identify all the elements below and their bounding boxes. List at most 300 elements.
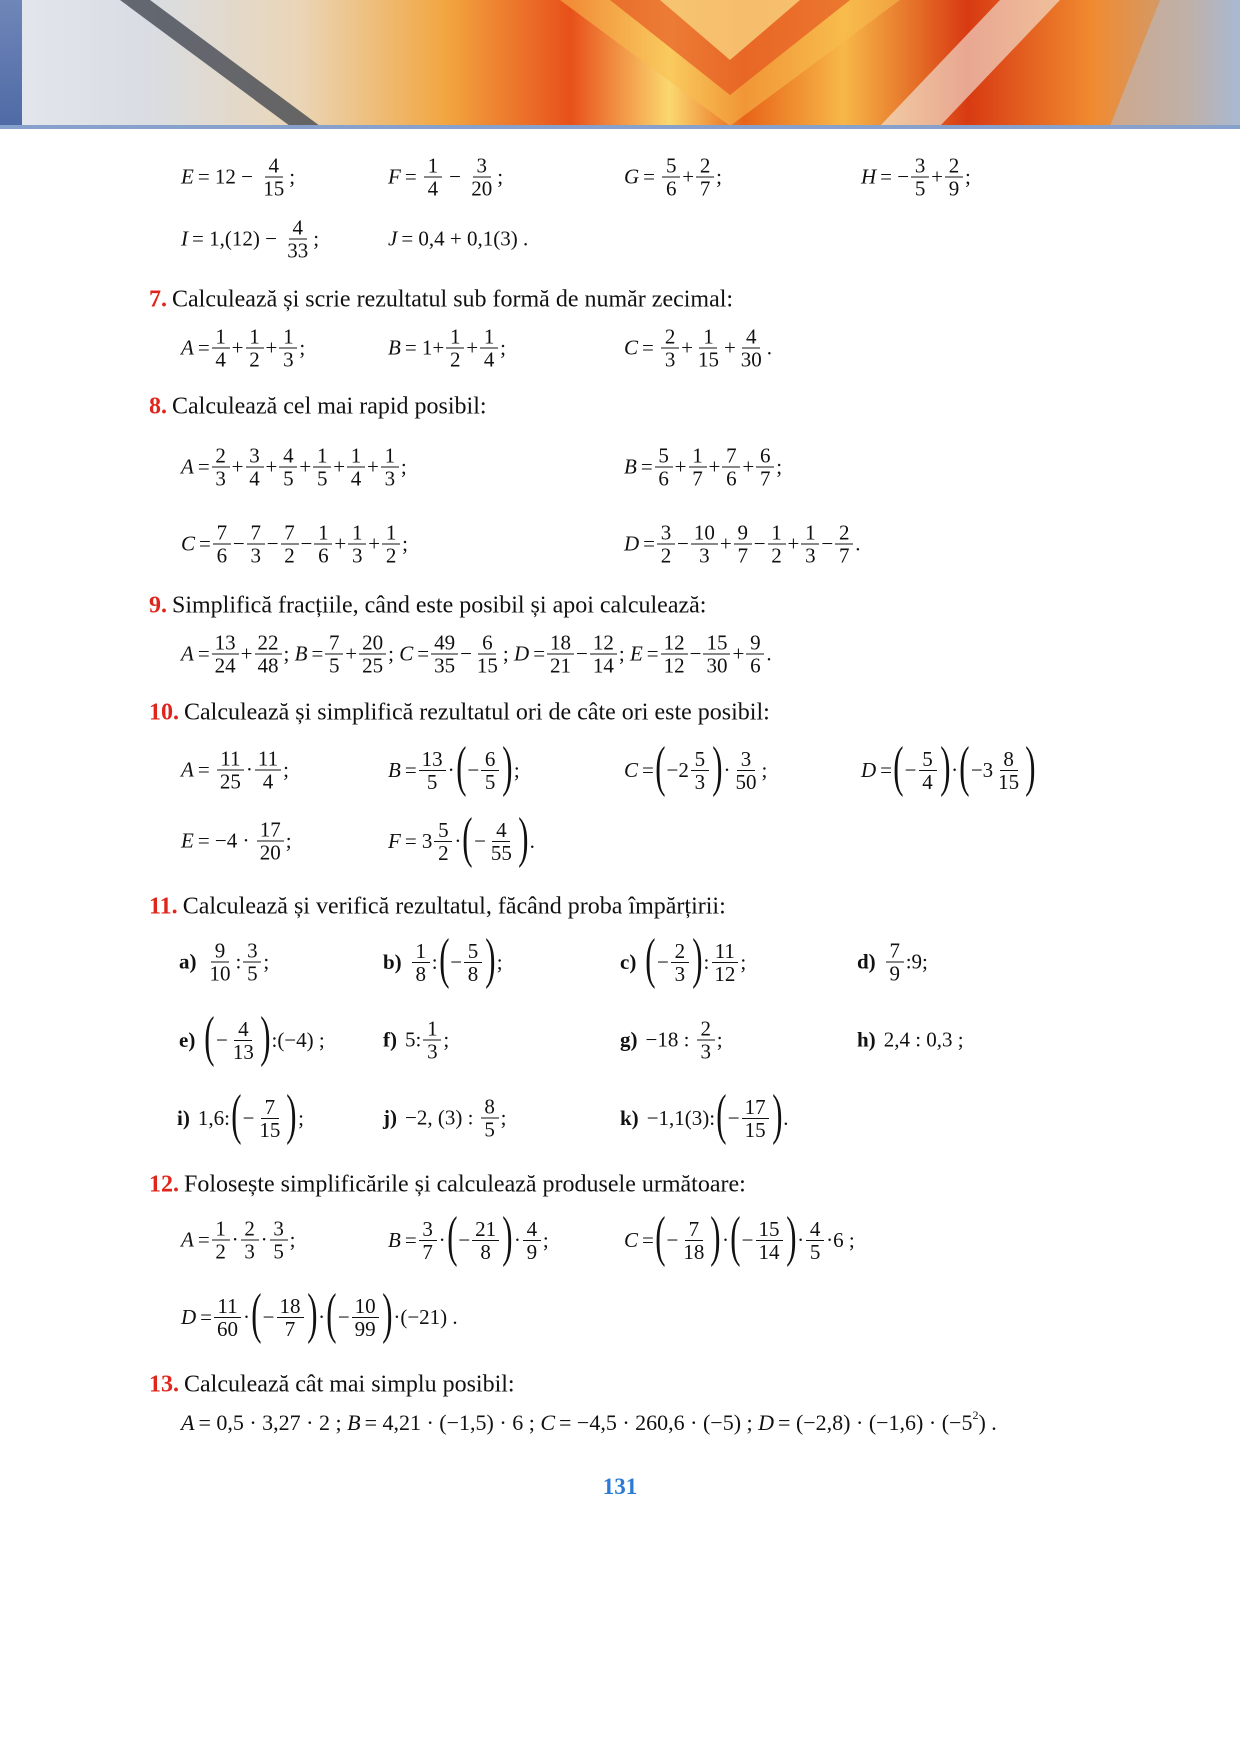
math-text: . [855, 531, 861, 556]
expression [405, 1018, 449, 1063]
denominator: 7 [699, 176, 711, 201]
fraction [382, 522, 400, 567]
fraction [281, 522, 299, 567]
numerator: 1 [480, 326, 498, 349]
page-number: 131 [602, 1474, 638, 1499]
left-paren: ( [730, 1206, 741, 1268]
parenthesized-group [461, 807, 529, 869]
math-text: = [404, 1227, 417, 1252]
expression [198, 445, 407, 490]
banner-divider [0, 125, 1240, 129]
numerator: 20 [359, 632, 386, 655]
denominator: 4 [483, 347, 495, 372]
numerator: 15 [703, 632, 730, 655]
expression [880, 736, 1037, 798]
expression [205, 940, 270, 985]
math-text: · [231, 1227, 239, 1252]
expression-D [181, 1283, 458, 1345]
math-text: . [766, 641, 772, 666]
expression-label: F [388, 164, 401, 189]
fraction [995, 748, 1022, 793]
numerator: 6 [478, 632, 496, 655]
numerator: 11 [217, 748, 243, 771]
expression-label: E [629, 641, 643, 666]
expression [417, 632, 514, 677]
expression [884, 940, 928, 985]
denominator: 4 [350, 466, 362, 491]
fraction [214, 1295, 241, 1340]
expression-label: H [861, 164, 877, 189]
denominator: 2 [215, 1239, 226, 1264]
numerator: 4 [289, 217, 307, 240]
fraction [695, 326, 722, 371]
parenthesized-group [438, 928, 497, 990]
denominator: 6 [658, 466, 669, 491]
item-label: c) [620, 949, 637, 974]
denominator: 7 [759, 466, 771, 491]
numerator: 18 [277, 1295, 304, 1318]
fraction [207, 940, 234, 985]
math-text: = [197, 757, 215, 782]
denominator: 4 [215, 347, 226, 372]
denominator: 7 [422, 1239, 433, 1264]
exercise-7-heading [149, 287, 733, 314]
math-text: = [640, 454, 653, 479]
math-text: = [197, 1227, 210, 1252]
exercise-instruction: Simplifică fracțiile, când este posibil și apoi calculează: [172, 592, 707, 619]
numerator: 3 [737, 748, 755, 771]
item-i [177, 1084, 304, 1146]
math-text: = [197, 335, 210, 360]
right-paren: ) [771, 1084, 783, 1146]
expression-label: B [294, 641, 308, 666]
expression-A [181, 748, 289, 793]
denominator: 50 [735, 769, 757, 794]
expression [643, 155, 722, 200]
math-text: ; [496, 949, 503, 974]
math-text: · [454, 828, 462, 853]
numerator: 15 [756, 1218, 783, 1241]
numerator: 1 [314, 522, 332, 545]
math-text: = −4,5 · 260,6 · (−5) ; [559, 1410, 759, 1435]
fraction [347, 445, 365, 490]
denominator: 14 [758, 1239, 780, 1264]
math-text: = (−2,8) · (−1,6) · (−5 [778, 1410, 973, 1435]
math-text: ; [289, 1227, 296, 1252]
item-h [857, 1028, 964, 1053]
parenthesized-group [958, 736, 1037, 798]
denominator: 6 [750, 653, 761, 678]
numerator: 21 [472, 1218, 499, 1241]
expression-F [388, 155, 503, 200]
right-paren: ) [286, 1084, 297, 1146]
fraction [412, 940, 430, 985]
fraction [835, 522, 853, 567]
math-text: ; [388, 641, 400, 666]
left-paren: ( [455, 736, 467, 798]
expression-C [624, 1206, 855, 1268]
expression [200, 1283, 458, 1345]
fraction [590, 632, 617, 677]
math-text: = [197, 641, 210, 666]
numerator: 9 [211, 940, 229, 963]
fraction [284, 217, 311, 262]
expression [199, 522, 408, 567]
numerator: 18 [547, 632, 574, 655]
expression-label: C [540, 1410, 555, 1435]
expression-label: A [181, 1227, 194, 1252]
expression-E [181, 155, 295, 200]
expression [203, 1006, 325, 1068]
fraction [661, 632, 688, 677]
math-text: · [260, 1227, 268, 1252]
math-text: ; [716, 1027, 723, 1052]
math-text: ; [500, 1105, 507, 1130]
math-text: + [682, 164, 695, 189]
parenthesized-group [644, 928, 703, 990]
left-paren: ( [462, 807, 473, 869]
numerator: 11 [255, 748, 281, 771]
math-text: + [334, 531, 347, 556]
exercise-number: 11. [149, 893, 178, 920]
numerator: 5 [655, 445, 673, 468]
math-text: . [529, 828, 535, 853]
fraction [481, 1096, 499, 1141]
fraction [256, 1096, 283, 1141]
math-text: − [576, 641, 588, 666]
parenthesized-group [325, 1283, 393, 1345]
left-paren: ( [655, 736, 666, 798]
expression-J [388, 227, 528, 252]
item-b [383, 928, 503, 990]
expression-row [181, 1407, 997, 1436]
numerator: 4 [742, 326, 760, 349]
math-text: · [513, 1227, 521, 1252]
right-paren: ) [260, 1006, 271, 1068]
left-paren: ( [893, 736, 904, 798]
math-text: : [431, 949, 438, 974]
numerator: 1 [348, 522, 366, 545]
expression [198, 819, 292, 864]
left-paren: ( [326, 1283, 337, 1345]
right-paren: ) [502, 736, 513, 798]
denominator: 12 [663, 653, 685, 678]
fraction [230, 1018, 257, 1063]
fraction [260, 155, 287, 200]
numerator: 11 [712, 940, 738, 963]
parenthesized-group [455, 736, 514, 798]
item-f [383, 1018, 449, 1063]
expression [778, 1407, 997, 1436]
fraction [212, 326, 230, 371]
denominator: 60 [217, 1316, 239, 1341]
numerator: 8 [481, 1096, 499, 1119]
denominator: 3 [283, 347, 294, 372]
math-text: ; [740, 949, 747, 974]
fraction [662, 155, 680, 200]
expression-A [181, 326, 305, 371]
denominator: 20 [471, 176, 493, 201]
exercise-number: 13. [149, 1371, 179, 1398]
numerator: 13 [212, 632, 239, 655]
denominator: 9 [889, 961, 900, 986]
math-text: : [703, 949, 710, 974]
numerator: 13 [419, 748, 446, 771]
denominator: 3 [674, 961, 686, 986]
numerator: 3 [657, 522, 675, 545]
denominator: 2 [771, 543, 782, 568]
fraction [434, 819, 452, 864]
fraction [419, 1218, 437, 1263]
fraction [691, 748, 709, 793]
right-paren: ) [485, 928, 496, 990]
math-text: − [337, 1304, 350, 1329]
math-text: − [741, 1227, 754, 1252]
numerator: 9 [746, 632, 764, 655]
numerator: 1 [689, 445, 707, 468]
numerator: 5 [691, 748, 709, 771]
math-text: − [904, 757, 917, 782]
right-paren: ) [710, 1206, 721, 1268]
math-text: · [797, 1227, 805, 1252]
fraction [691, 522, 718, 567]
expression [198, 326, 305, 371]
numerator: 1 [768, 522, 786, 545]
math-text: + [345, 641, 358, 666]
numerator: 5 [662, 155, 680, 178]
math-text: + [466, 335, 479, 360]
denominator: 55 [490, 840, 512, 865]
denominator: 7 [692, 466, 703, 491]
parenthesized-group [729, 1206, 797, 1268]
item-label: d) [857, 949, 876, 974]
numerator: 7 [685, 1218, 703, 1241]
denominator: 20 [259, 840, 281, 865]
expression [198, 1218, 296, 1263]
fraction [279, 445, 297, 490]
expression [644, 928, 747, 990]
denominator: 7 [838, 543, 850, 568]
expression [884, 1028, 964, 1053]
expression [647, 632, 772, 677]
math-text: 5: [405, 1027, 422, 1052]
expression [404, 736, 520, 798]
math-text: = [643, 531, 656, 556]
math-text: − [450, 949, 463, 974]
exercise-9-heading [149, 593, 706, 620]
expression-label: D [758, 1410, 775, 1435]
expression-F [388, 807, 535, 869]
denominator: 8 [415, 961, 426, 986]
math-text: − [689, 641, 702, 666]
denominator: 3 [664, 347, 676, 372]
fraction [212, 1218, 230, 1263]
exercise-instruction: Calculează și verifică rezultatul, făcând proba împărțirii: [182, 893, 726, 920]
fraction [746, 632, 764, 677]
math-text: · [447, 757, 455, 782]
fraction [919, 748, 937, 793]
exercise-number: 10. [149, 699, 179, 726]
denominator: 2 [450, 347, 461, 372]
right-paren: ) [518, 807, 529, 869]
expression [880, 155, 971, 200]
math-text: = [417, 641, 430, 666]
math-text: ; [502, 641, 515, 666]
expression-label: F [388, 828, 401, 853]
fraction [738, 326, 765, 371]
numerator: 5 [919, 748, 937, 771]
math-text: = [642, 1227, 654, 1252]
numerator: 12 [661, 632, 688, 655]
fraction [246, 445, 264, 490]
left-paren: ( [959, 736, 970, 798]
denominator: 3 [700, 1039, 711, 1064]
expression [405, 326, 506, 371]
denominator: 8 [480, 1239, 491, 1264]
fraction [246, 326, 264, 371]
parenthesized-group [203, 1006, 271, 1068]
expression [405, 1096, 507, 1141]
right-paren: ) [1025, 736, 1036, 798]
fraction [734, 522, 752, 567]
expression-label: G [624, 164, 640, 189]
expression-row [181, 632, 772, 677]
expression [404, 1206, 549, 1268]
denominator: 5 [316, 466, 328, 491]
right-paren: ) [306, 1283, 317, 1345]
left-paren: ( [204, 1006, 215, 1068]
item-label: k) [620, 1105, 639, 1130]
expression [197, 1084, 304, 1146]
math-text: ; [263, 949, 270, 974]
right-paren: ) [381, 1283, 393, 1345]
numerator: 7 [247, 522, 265, 545]
numerator: 1 [382, 522, 400, 545]
fraction [255, 632, 282, 677]
denominator: 3 [699, 543, 710, 568]
expression-label: D [181, 1304, 197, 1329]
math-text: ; [298, 1105, 304, 1130]
expression [642, 1206, 855, 1268]
parenthesized-group [654, 736, 724, 798]
denominator: 6 [216, 543, 228, 568]
numerator: 2 [212, 445, 230, 468]
math-text: + [708, 454, 721, 479]
numerator: 1 [446, 326, 464, 349]
math-text: = 1,(12) − [192, 226, 283, 251]
math-text: + [719, 531, 732, 556]
denominator: 3 [215, 466, 226, 491]
numerator: 4 [492, 819, 510, 842]
left-paren: ( [655, 1206, 666, 1268]
parenthesized-group [654, 1206, 722, 1268]
item-label: b) [383, 949, 402, 974]
expression-B [388, 326, 506, 371]
math-text: + [732, 641, 745, 666]
denominator: 4 [427, 176, 439, 201]
denominator: 2 [660, 543, 672, 568]
right-paren: ) [502, 1206, 513, 1268]
math-text: :(−4) ; [271, 1027, 325, 1052]
expression [641, 445, 782, 490]
expression-G [624, 155, 722, 200]
denominator: 9 [948, 176, 960, 201]
math-text: + [240, 641, 253, 666]
expression-label: A [181, 641, 194, 666]
numerator: 17 [742, 1096, 769, 1119]
item-label: e) [179, 1027, 196, 1052]
item-label: f) [383, 1027, 397, 1052]
math-text: = 3 [404, 828, 433, 853]
denominator: 3 [805, 543, 816, 568]
expression-label: D [624, 531, 640, 556]
fraction [313, 445, 331, 490]
numerator: 6 [756, 445, 774, 468]
math-text: = −4 · [197, 828, 255, 853]
parenthesized-group [230, 1084, 298, 1146]
expression-C [624, 736, 768, 798]
denominator: 15 [697, 347, 719, 372]
math-text: − [753, 531, 766, 556]
expression-label: C [181, 531, 196, 556]
fraction [806, 1218, 824, 1263]
math-text: · [318, 1304, 326, 1329]
right-paren: ) [712, 736, 723, 798]
math-text: ; [497, 164, 504, 189]
left-paren: ( [446, 1206, 458, 1268]
math-text: ; [285, 828, 292, 853]
denominator: 3 [694, 769, 706, 794]
numerator: 2 [241, 1218, 259, 1241]
fraction [703, 632, 730, 677]
item-label: h) [857, 1027, 876, 1052]
exercise-number: 12. [149, 1171, 179, 1198]
expression-D [624, 522, 860, 567]
numerator: 2 [671, 940, 689, 963]
math-text: ) . [978, 1410, 997, 1435]
denominator: 2 [249, 347, 260, 372]
fraction [768, 522, 786, 567]
denominator: 5 [329, 653, 340, 678]
math-text: · [723, 757, 731, 782]
math-text: = 4,21 · (−1,5) · 6 ; [364, 1410, 541, 1435]
math-text: · [243, 1304, 251, 1329]
fraction [243, 940, 261, 985]
fraction [733, 748, 760, 793]
fraction [696, 155, 714, 200]
numerator: 8 [1000, 748, 1018, 771]
math-text: = 1+ [404, 335, 445, 360]
fraction [680, 1218, 707, 1263]
math-text: = [642, 335, 660, 360]
fraction [671, 940, 689, 985]
numerator: 2 [945, 155, 963, 178]
fraction [480, 326, 498, 371]
math-text: − [458, 1227, 471, 1252]
fraction [270, 1218, 288, 1263]
numerator: 17 [257, 819, 284, 842]
expression [410, 928, 503, 990]
fraction [217, 748, 244, 793]
exercise-instruction: Folosește simplificările și calculează produsele următoare: [184, 1171, 746, 1198]
numerator: 1 [424, 155, 442, 178]
expression-C [181, 522, 408, 567]
item-label: j) [383, 1105, 397, 1130]
denominator: 10 [209, 961, 231, 986]
numerator: 1 [212, 326, 230, 349]
math-text: = [533, 641, 546, 666]
fraction [431, 632, 458, 677]
